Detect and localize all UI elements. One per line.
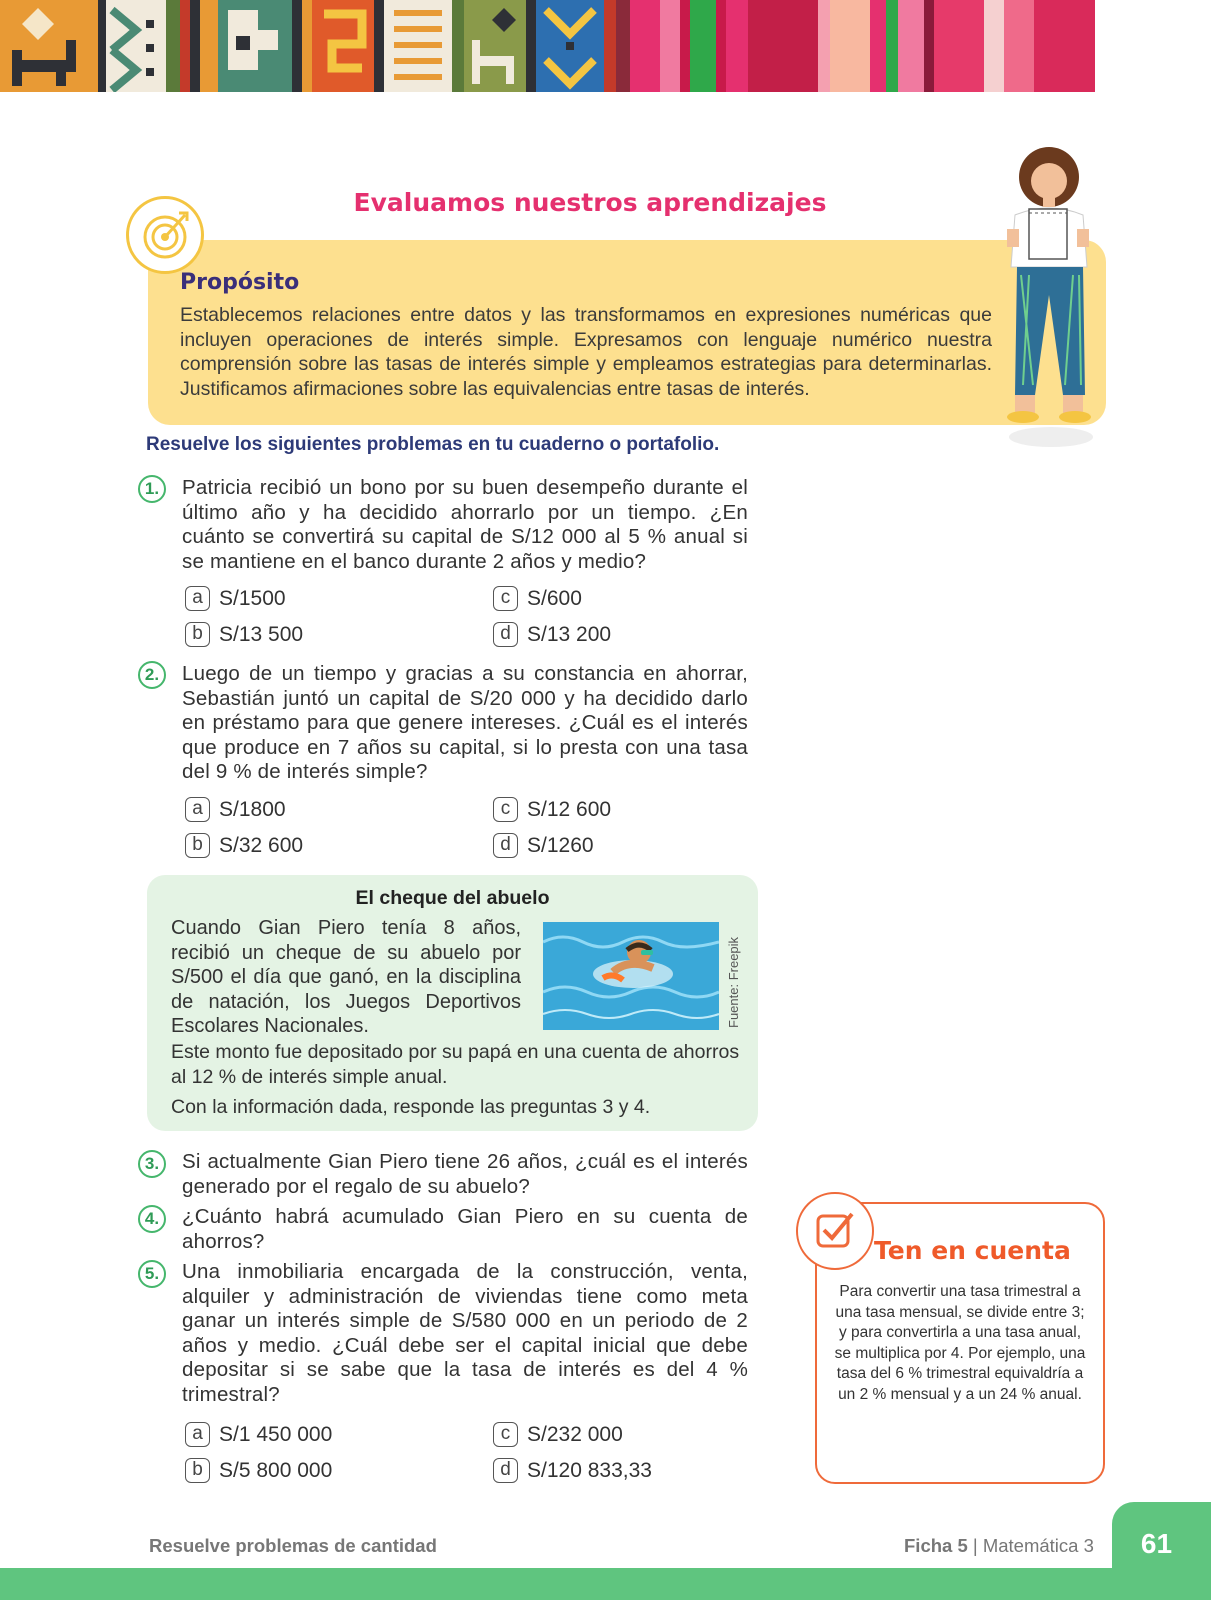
question-number-4: 4. [138, 1205, 166, 1233]
footer-book-info [904, 1535, 1094, 1557]
banner-pattern-llama-2 [464, 0, 526, 92]
option-letter: a [185, 1422, 210, 1447]
q1-option-d[interactable] [493, 622, 611, 647]
q5-option-a[interactable] [185, 1422, 332, 1447]
lines-motif-icon [384, 0, 452, 92]
q1-option-a[interactable] [185, 586, 286, 611]
option-value: S/1500 [219, 586, 286, 610]
zigzag-motif-icon [536, 0, 604, 92]
story-text-intro: Cuando Gian Piero tenía 8 años, recibió un cheque de su abuelo por S/500 el día que ganó, en la disciplina de natación, los Juegos Deportivos Escolares Nacionales. [171, 917, 521, 1038]
s-motif-icon [312, 0, 374, 92]
question-text-5: Una inmobiliaria encargada de la construcción, venta, alquiler y administración de viviendas tiene como meta ganar un interés simple de S/580 000 en un periodo de 2 años y medio. ¿Cuál debe ser el capital inicial que debe depositar si se sabe que la tasa de interés es del 4 % trimestral? [182, 1260, 748, 1406]
option-letter: a [185, 797, 210, 822]
banner-pattern-zigzag [536, 0, 604, 92]
question-number-1: 1. [138, 475, 166, 503]
footer-competency: Resuelve problemas de cantidad [149, 1535, 437, 1556]
llama-motif-icon [464, 0, 526, 92]
q1-option-c[interactable] [493, 586, 582, 611]
option-letter: d [493, 1458, 518, 1483]
option-letter: b [185, 833, 210, 858]
option-value: S/1 450 000 [219, 1422, 333, 1446]
question-number-3: 3. [138, 1150, 166, 1178]
question-number-2: 2. [138, 661, 166, 689]
footer-bar [0, 1568, 1211, 1600]
question-text-1: Patricia recibió un bono por su buen desempeño durante el último año y ha decidido ahorrarlo por un tiempo. ¿En cuánto se convertirá su capital de S/12 000 al 5 % anual si se mantiene en el banco durante 2 años y medio? [182, 476, 748, 573]
option-letter: b [185, 622, 210, 647]
option-value: S/13 500 [219, 622, 304, 646]
footer-subject: Matemática 3 [982, 1535, 1094, 1556]
option-letter: c [493, 797, 518, 822]
option-letter: a [185, 586, 210, 611]
swimmer-photo [543, 922, 719, 1030]
stairs-motif-icon [218, 0, 292, 92]
option-value: S/1260 [527, 833, 594, 857]
q2-option-d[interactable] [493, 833, 594, 858]
question-text-4: ¿Cuánto habrá acumulado Gian Piero en su cuenta de ahorros? [182, 1205, 748, 1253]
q5-option-b[interactable] [185, 1458, 332, 1483]
question-text-3: Si actualmente Gian Piero tiene 26 años, ¿cuál es el interés generado por el regalo de su abuelo? [182, 1150, 748, 1198]
option-letter: c [493, 586, 518, 611]
q5-option-c[interactable] [493, 1422, 623, 1447]
teacher-figure-icon [993, 145, 1105, 450]
story-text-deposit: Este monto fue depositado por su papá en una cuenta de ahorros al 12 % de interés simple anual. [171, 1041, 740, 1088]
banner-pattern-lines [384, 0, 452, 92]
page-number: 61 [1140, 1528, 1173, 1559]
q2-option-a[interactable] [185, 797, 286, 822]
question-text-2: Luego de un tiempo y gracias a su constancia en ahorrar, Sebastián juntó un capital de S/20 000 y ha decidido darlo en préstamo para que genere intereses. ¿Cuál es el interés que produce en 7 años su capital, si lo presta con una tasa del 9 % de interés simple? [182, 662, 748, 784]
option-letter: c [493, 1422, 518, 1447]
tip-badge [796, 1192, 874, 1270]
q1-option-b[interactable] [185, 622, 303, 647]
llama-motif-icon [0, 0, 98, 92]
checkbox-icon [798, 1194, 872, 1268]
footer-ficha: Ficha 5 [904, 1535, 968, 1556]
target-badge [126, 196, 204, 274]
purpose-text: Establecemos relaciones entre datos y las transformamos en expresiones numéricas que incluyen operaciones de interés simple. Expresamos con lenguaje numérico nuestra comprensión sobre las tasas de interés simple y empleamos estrategias para determinarlas. Justificamos afirmaciones sobre las equivalencias entre tasas de interés. [180, 304, 992, 400]
q2-option-b[interactable] [185, 833, 303, 858]
option-letter: d [493, 622, 518, 647]
option-value: S/1800 [219, 797, 286, 821]
option-letter: d [493, 833, 518, 858]
section-title: Evaluamos nuestros aprendizajes [353, 188, 827, 217]
option-letter: b [185, 1458, 210, 1483]
banner-pattern-diamond [106, 0, 166, 92]
textile-banner [0, 0, 1211, 92]
option-value: S/12 600 [527, 797, 612, 821]
purpose-title: Propósito [180, 270, 300, 295]
tip-text: Para convertir una tasa trimestral a una tasa mensual, se divide entre 3; y para convertirla a una tasa anual, se multiplica por 4. Por ejemplo, una tasa del 6 % trimestral equivaldría a un 2 % mensual y a un 24 % anual. [834, 1283, 1086, 1403]
banner-pattern-s [312, 0, 374, 92]
swimmer-image-icon [543, 922, 719, 1030]
q2-option-c[interactable] [493, 797, 611, 822]
photo-source-credit: Fuente: Freepik [726, 936, 741, 1028]
option-value: S/32 600 [219, 833, 304, 857]
instruction-text: Resuelve los siguientes problemas en tu cuaderno o portafolio. [146, 434, 720, 455]
banner-pattern-stairs [218, 0, 292, 92]
question-number-5: 5. [138, 1260, 166, 1288]
story-prompt: Con la información dada, responde las preguntas 3 y 4. [171, 1096, 651, 1118]
teacher-illustration [993, 145, 1105, 450]
tip-title: Ten en cuenta [874, 1236, 1071, 1265]
option-value: S/120 833,33 [527, 1458, 652, 1482]
target-icon [129, 199, 201, 271]
option-value: S/5 800 000 [219, 1458, 333, 1482]
option-value: S/232 000 [527, 1422, 623, 1446]
option-value: S/13 200 [527, 622, 612, 646]
story-title: El cheque del abuelo [355, 887, 550, 909]
option-value: S/600 [527, 586, 582, 610]
banner-pattern-llama [0, 0, 98, 92]
diamond-motif-icon [106, 0, 166, 92]
q5-option-d[interactable] [493, 1458, 652, 1483]
footer-separator: | [972, 1535, 978, 1556]
